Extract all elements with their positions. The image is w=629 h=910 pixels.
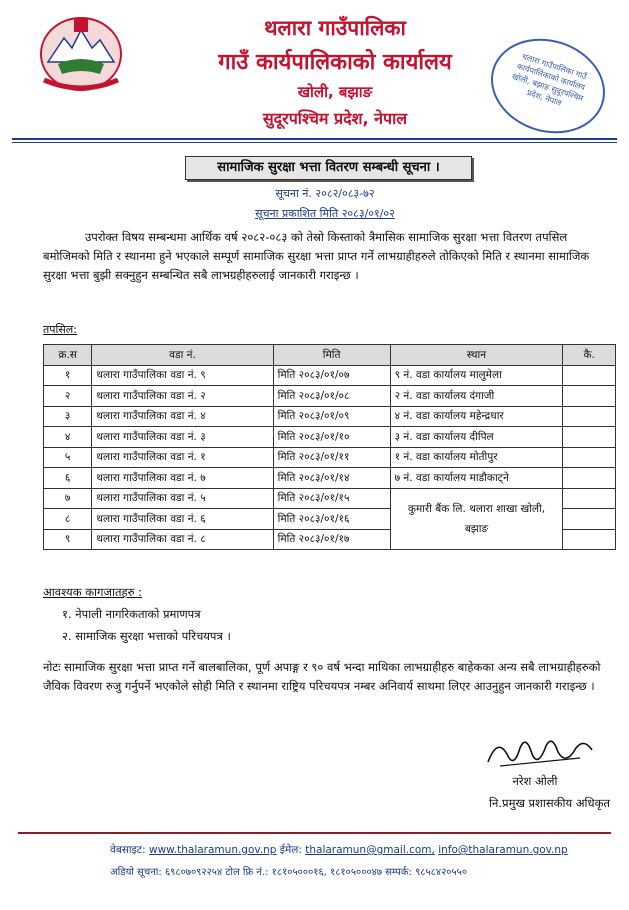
- cell-sn: ५: [44, 447, 92, 468]
- document-item: १. नेपाली नागरिकताको प्रमाणपत्र: [62, 607, 201, 621]
- cell-place: ७ नं. वडा कार्यालय माडौकाट्ने: [390, 468, 563, 489]
- municipality-name: थलारा गाउँपालिका: [264, 16, 406, 40]
- cell-place: ४ नं. वडा कार्यालय महेन्द्रधार: [390, 406, 563, 427]
- province-name: सुदूरपश्चिम प्रदेश, नेपाल: [262, 109, 408, 128]
- cell-remarks: [563, 529, 616, 550]
- cell-remarks: [563, 447, 616, 468]
- footer-phone-line: अडियो सूचना: ६९८०७०९२२५४ टोल फ्रि नं.: १८१०५०००१६, १८१०५०००४७ सम्पर्क: ९८५८४२०५५०: [110, 867, 468, 878]
- cell-sn: ६: [44, 468, 92, 489]
- email-link-2[interactable]: info@thalaramun.gov.np: [438, 844, 568, 856]
- table-row: [44, 427, 616, 448]
- cell-sn: २: [44, 386, 92, 407]
- cell-sn: ८: [44, 509, 92, 530]
- cell-date: मिति २०८३/०१/१०: [273, 427, 390, 448]
- cell-date: मिति २०८३/०१/०९: [273, 406, 390, 427]
- table-row: [44, 365, 616, 386]
- cell-sn: ७: [44, 488, 92, 509]
- cell-remarks: [563, 468, 616, 489]
- cell-date: मिति २०८३/०१/१५: [273, 488, 390, 509]
- cell-ward: थलारा गाउँपालिका वडा नं. ६: [92, 509, 273, 530]
- email-link-1[interactable]: thalaramun@gmail.com,: [305, 844, 435, 856]
- email-label: ईमेल:: [279, 844, 302, 856]
- signature-icon: [480, 728, 600, 778]
- document-item: २. सामाजिक सुरक्षा भत्ताको परिचयपत्र ।: [62, 629, 231, 643]
- cell-place: १ नं. वडा कार्यालय मोतीपुर: [390, 447, 563, 468]
- signatory-title: नि.प्रमुख प्रशासकीय अधिकृत: [489, 796, 610, 810]
- cell-remarks: [563, 509, 616, 530]
- cell-ward: थलारा गाउँपालिका वडा नं. २: [92, 386, 273, 407]
- cell-remarks: [563, 406, 616, 427]
- cell-ward: थलारा गाउँपालिका वडा नं. ९: [92, 365, 273, 386]
- cell-ward: थलारा गाउँपालिका वडा नं. ८: [92, 529, 273, 550]
- cell-place: ३ नं. वडा कार्यालय दीपिल: [390, 427, 563, 448]
- cell-date: मिति २०८३/०१/१६: [273, 509, 390, 530]
- header-ward: वडा नं.: [92, 345, 273, 366]
- notice-number: सूचना नं. २०८२/०८३-७२: [275, 187, 375, 200]
- cell-date: मिति २०८३/०१/११: [273, 447, 390, 468]
- footer-divider: [18, 832, 611, 834]
- cell-sn: ९: [44, 529, 92, 550]
- cell-merged-place: कुमारी बैंक लि. थलारा शाखा खोली, बझाङ: [390, 488, 563, 550]
- nepal-emblem-icon: [38, 14, 124, 92]
- office-seal: [479, 24, 618, 147]
- office-location: खोली, बझाङ: [297, 83, 373, 101]
- table-header-row: [44, 345, 616, 366]
- cell-ward: थलारा गाउँपालिका वडा नं. ७: [92, 468, 273, 489]
- website-label: वेबसाइट:: [110, 844, 146, 856]
- header-sn: क्र.स: [44, 345, 92, 366]
- cell-remarks: [563, 386, 616, 407]
- distribution-table: [43, 344, 616, 550]
- cell-sn: १: [44, 365, 92, 386]
- footer-contacts: [110, 843, 568, 857]
- table-row: [44, 488, 616, 509]
- cell-remarks: [563, 488, 616, 509]
- header-divider: [12, 138, 617, 140]
- table-row: [44, 447, 616, 468]
- signatory-name: नरेश ओली: [512, 774, 558, 788]
- header-divider-thin: [12, 142, 617, 143]
- table-row: [44, 386, 616, 407]
- office-name: गाउँ कार्यपालिकाको कार्यालय: [218, 50, 452, 75]
- header-remarks: कै.: [563, 345, 616, 366]
- table-row: [44, 468, 616, 489]
- cell-date: मिति २०८३/०१/१४: [273, 468, 390, 489]
- cell-date: मिति २०८३/०१/०८: [273, 386, 390, 407]
- cell-date: मिति २०८३/०१/०७: [273, 365, 390, 386]
- cell-ward: थलारा गाउँपालिका वडा नं. ३: [92, 427, 273, 448]
- cell-ward: थलारा गाउँपालिका वडा नं. ५: [92, 488, 273, 509]
- header-place: स्थान: [390, 345, 563, 366]
- cell-remarks: [563, 365, 616, 386]
- notice-date: सूचना प्रकाशित मिति २०८३/०१/०२: [255, 207, 395, 220]
- website-link[interactable]: www.thalaramun.gov.np: [148, 844, 277, 856]
- cell-sn: ३: [44, 406, 92, 427]
- cell-place: २ नं. वडा कार्यालय दंगाजी: [390, 386, 563, 407]
- seal-text: थलारा गाउँपालिका गाउँ कार्यपालिकाको कार्यालय खोली, बझाङ सुदूरपश्चिम प्रदेश, नेपाल: [510, 51, 588, 108]
- cell-place: ९ नं. वडा कार्यालय मालुमेला: [390, 365, 563, 386]
- cell-ward: थलारा गाउँपालिका वडा नं. १: [92, 447, 273, 468]
- header-date: मिति: [273, 345, 390, 366]
- cell-remarks: [563, 427, 616, 448]
- cell-ward: थलारा गाउँपालिका वडा नं. ४: [92, 406, 273, 427]
- table-row: [44, 406, 616, 427]
- notice-body: उपरोक्त विषय सम्बन्धमा आर्थिक वर्ष २०८२-०८३ को तेस्रो किस्ताको त्रैमासिक सामाजिक सुरक्षा भत्ता वितरण तपसिल बमोजिमको मिति र स्थानमा हुने भएकाले सम्पूर्ण सामाजिक सुरक्षा भत्ता प्राप्त गर्ने लाभग्राहीहरुले तोकिएको मिति र स्थानमा सामाजिक सुरक्षा भत्ता बुझी सक्नुहुन सम्बन्धित सबै लाभग्रहीहरुलाई जानकारी गराइन्छ ।: [43, 230, 590, 282]
- cell-date: मिति २०८३/०१/१७: [273, 529, 390, 550]
- cell-sn: ४: [44, 427, 92, 448]
- note-text: नोटः सामाजिक सुरक्षा भत्ता प्राप्त गर्ने बालबालिका, पूर्ण अपाङ्ग र ९० वर्ष भन्दा माथिका लाभग्राहीहरु बाहेकका अन्य सबै लाभग्राहीहरुको जैविक विवरण रुजु गर्नुपर्ने भएकोले सोही मिति र स्थानमा राष्ट्रिय परिचयपत्र नम्बर अनिवार्य साथमा लिएर आउनुहुन जानकारी गराइन्छ ।: [43, 660, 601, 693]
- documents-heading: आवश्यक कागजातहरु :: [43, 585, 143, 599]
- table-caption: तपसिल:: [43, 323, 77, 336]
- notice-title: सामाजिक सुरक्षा भत्ता वितरण सम्बन्धी सूचना ।: [185, 156, 472, 180]
